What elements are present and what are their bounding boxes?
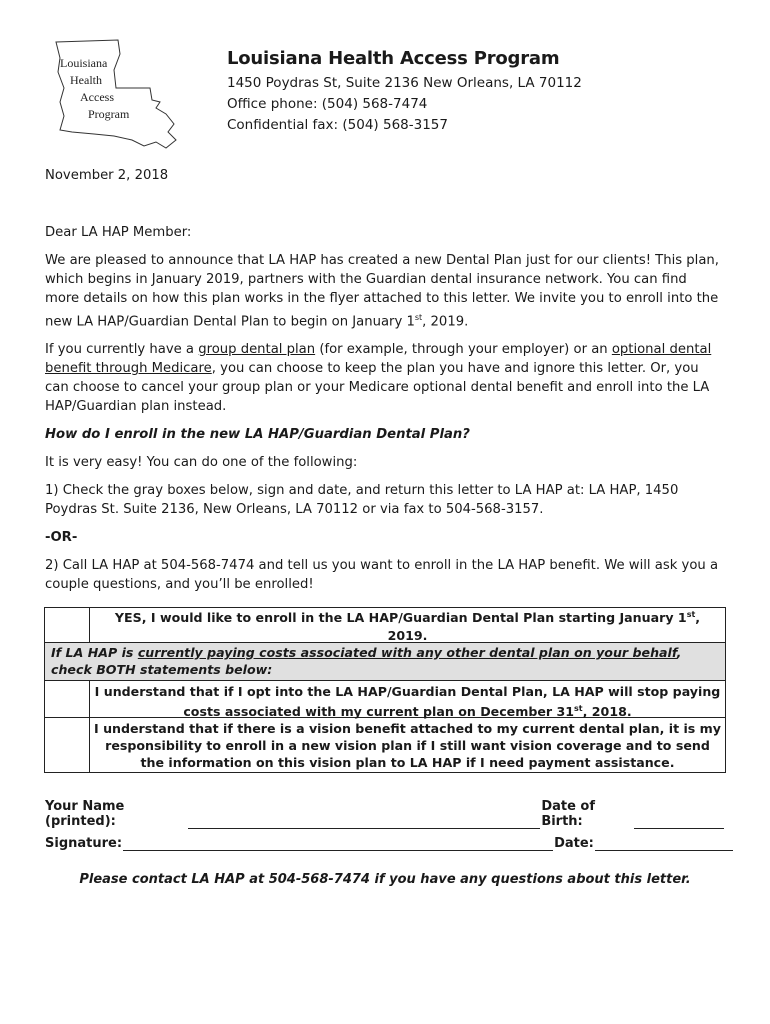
statement-1-text: I understand that if I opt into the LA HAP/Guardian Dental Plan, LA HAP will stop paying costs associated with my current plan on December 31 [94, 684, 721, 720]
option-1-text: 1) Check the gray boxes below, sign and date, and return this letter to LA HAP at: LA HAP, 1450 Poydras St. Suite 2136, New Orleans, LA 70112 or via fax to 504-568-3157. [45, 483, 679, 518]
date-field[interactable] [595, 838, 733, 851]
conditional-text-b: , check BOTH statements below: [51, 645, 682, 677]
statement-1 [90, 681, 725, 720]
statement-2: I understand that if there is a vision benefit attached to my current dental plan, it is my responsibility to enroll in a new vision plan if I still want vision coverage and to send the information on this vision plan to LA HAP if I need payment assistance. [94, 721, 722, 770]
paragraph-announcement [45, 251, 725, 331]
conditional-text-a: If LA HAP is [51, 645, 138, 660]
logo-text-program: Program [88, 107, 130, 121]
easy-text: It is very easy! You can do one of the following: [45, 455, 358, 471]
letterhead [227, 48, 747, 136]
name-dob-line [45, 799, 725, 829]
signature-field[interactable] [123, 838, 553, 851]
para2-text-c: , you can choose to keep the plan you have and ignore this letter. Or, you can choose to cancel your group plan or your Medicare optional dental benefit and enroll into the LA HAP/Guardian plan instead. [45, 361, 710, 415]
enrollment-form-table [44, 607, 726, 773]
name-label: Your Name (printed): [45, 799, 125, 829]
ordinal-suffix: st [414, 313, 423, 322]
org-name: Louisiana Health Access Program [227, 48, 560, 69]
org-address: 1450 Poydras St, Suite 2136 New Orleans, LA 70112 [227, 75, 582, 91]
org-fax: Confidential fax: (504) 568-3157 [227, 117, 448, 133]
logo [48, 36, 178, 154]
salutation: Dear LA HAP Member: [45, 225, 192, 240]
letter-body [45, 223, 725, 603]
logo-text-health: Health [70, 73, 102, 87]
footer-contact-note: Please contact LA HAP at 504-568-7474 if you have any questions about this letter. [79, 872, 691, 887]
or-separator: -OR- [45, 530, 78, 546]
conditional-text-underlined: currently paying costs associated with any other dental plan on your behalf [137, 645, 677, 660]
option-2-text: 2) Call LA HAP at 504-568-7474 and tell us you want to enroll in the LA HAP benefit. We will ask you a couple questions, and you’ll be enrolled! [45, 558, 719, 593]
statement-1-checkbox[interactable] [45, 681, 90, 717]
statement-row-2 [45, 718, 725, 772]
signature-label: Signature: [45, 836, 123, 851]
para2-text-a: If you currently have a [45, 342, 199, 358]
enroll-statement [90, 608, 725, 642]
printed-name-field[interactable] [188, 816, 540, 829]
para2-text-b: (for example, through your employer) or an [315, 342, 612, 358]
medicare-dental-benefit-link[interactable]: optional dental benefit through Medicare [45, 342, 712, 377]
org-phone: Office phone: (504) 568-7474 [227, 96, 428, 112]
enroll-row [45, 608, 725, 643]
paragraph-announcement-end: , 2019. [422, 314, 469, 330]
signature-date-line [45, 836, 725, 851]
statement-row-1 [45, 681, 725, 718]
ordinal-suffix: st [574, 704, 583, 713]
date-label: Date: [554, 836, 594, 851]
ordinal-suffix: st [686, 610, 696, 620]
letter-date: November 2, 2018 [45, 168, 169, 183]
dob-field[interactable] [634, 816, 724, 829]
conditional-instruction [45, 643, 725, 681]
paragraph-existing-plan [45, 340, 725, 416]
enroll-checkbox[interactable] [45, 608, 90, 642]
dob-label: Date of Birth: [541, 799, 596, 829]
statement-2-checkbox[interactable] [45, 718, 90, 772]
logo-text-access: Access [80, 90, 114, 104]
paragraph-announcement-text: We are pleased to announce that LA HAP has created a new Dental Plan just for our clients! This plan, which begins in January 2019, partners with the Guardian dental insurance network. You can find more details on how this plan works in the flyer attached to this letter. We invite you to enroll into the new LA HAP/Guardian Dental Plan to begin on January 1 [45, 253, 719, 330]
group-dental-plan-link[interactable]: group dental plan [198, 342, 316, 358]
statement-1-end: , 2018. [582, 704, 632, 720]
enroll-statement-text: YES, I would like to enroll in the LA HAP/Guardian Dental Plan starting January 1 [114, 610, 687, 626]
enroll-question-heading: How do I enroll in the new LA HAP/Guardian Dental Plan? [45, 427, 470, 443]
enroll-statement-end: , 2019. [387, 610, 701, 643]
logo-text-louisiana: Louisiana [60, 56, 108, 70]
